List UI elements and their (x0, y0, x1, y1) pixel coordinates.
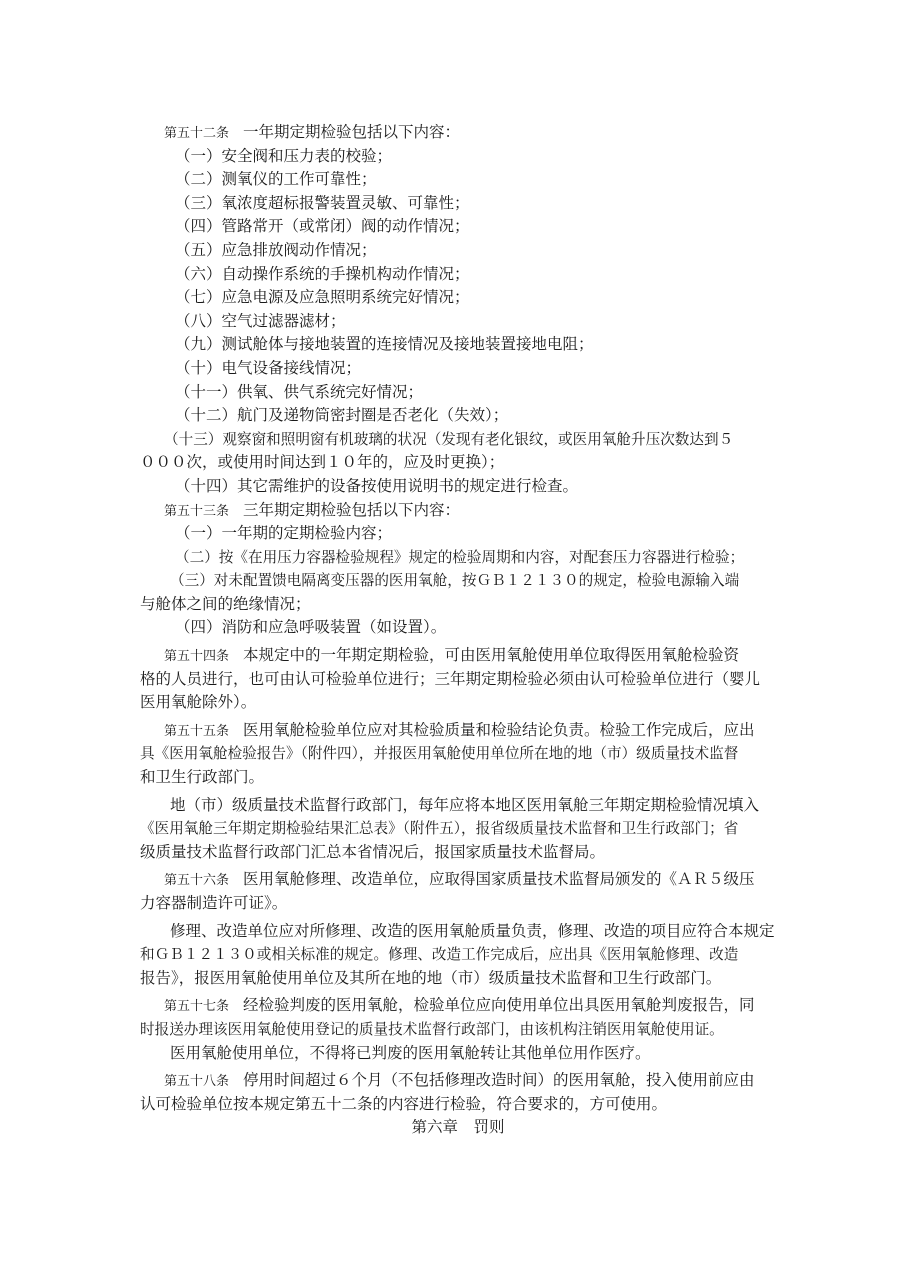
article-text: 停用时间超过６个月（不包括修理改造时间）的医用氧舱，投入使用前应由 (243, 1071, 755, 1090)
list-item: （六）自动操作系统的手操机构动作情况； (175, 264, 470, 283)
article-text: 一年期定期检验包括以下内容： (243, 123, 461, 141)
article-53-heading (140, 499, 776, 523)
article-57-heading (140, 994, 776, 1018)
chapter-heading: 第六章 罚则 (411, 1118, 505, 1137)
list-item: （五）应急排放阀动作情况； (175, 240, 377, 259)
list-item: （十一）供氧、供气系统完好情况； (175, 382, 424, 401)
article-number: 第五十五条 (164, 723, 230, 739)
list-item-3-line-1: （三）对未配置馈电隔离变压器的医用氧舱，按ＧＢ１２１３０的规定，检验电源输入端 (170, 572, 740, 590)
article-57-para-2: 医用氧舱使用单位，不得将已判废的医用氧舱转让其他单位用作医疗。 (170, 1043, 651, 1062)
article-55-heading (140, 719, 776, 743)
list-item: （九）测试舱体与接地装置的连接情况及接地装置接地电阻； (175, 335, 594, 354)
article-58-heading (140, 1069, 776, 1093)
list-item: （二）测氧仪的工作可靠性； (175, 170, 377, 189)
article-number: 第五十二条 (164, 126, 230, 141)
list-item: （四）管路常开（或常闭）阀的动作情况； (175, 217, 470, 236)
list-item: （七）应急电源及应急照明系统完好情况； (175, 288, 470, 307)
list-item: （一）一年期的定期检验内容； (175, 524, 393, 543)
article-56-para-2-line-2: 和ＧＢ１２１３０或相关标准的规定。修理、改造工作完成后，应出具《医用氧舱修理、改造 (140, 946, 739, 964)
article-56-para-2-line-1: 修理、改造单位应对所修理、改造的医用氧舱质量负责，修理、改造的项目应符合本规定 (170, 921, 775, 940)
article-58-line-2: 认可检验单位按本规定第五十二条的内容进行检验，符合要求的，方可使用。 (140, 1094, 668, 1113)
article-text: 医用氧舱检验单位应对其检验质量和检验结论负责。检验工作完成后，应出 (243, 720, 755, 739)
list-item: （一）安全阀和压力表的校验； (175, 146, 393, 165)
article-56-line-2: 力容器制造许可证》。 (140, 894, 288, 912)
article-52-heading (140, 121, 776, 145)
document-body (140, 121, 776, 1140)
list-item: （二）按《在用压力容器检验规程》规定的检验周期和内容，对配套压力容器进行检验； (175, 548, 745, 566)
article-text: 经检验判废的医用氧舱，检验单位应向使用单位出具医用氧舱判废报告，同 (243, 996, 755, 1015)
list-item: （十）电气设备接线情况； (175, 358, 362, 377)
article-55-line-2: 具《医用氧舱检验报告》（附件四），并报医用氧舱使用单位所在地的地（市）级质量技术监督 (140, 745, 739, 763)
article-57-line-2: 时报送办理该医用氧舱使用登记的质量技术监督行政部门，由该机构注销医用氧舱使用证。 (140, 1020, 724, 1038)
article-text: 三年期定期检验包括以下内容： (243, 500, 461, 519)
article-number: 第五十七条 (164, 999, 230, 1015)
list-item-13-line-2: ０００次，或使用时间达到１０年的，应及时更换）； (140, 453, 505, 472)
article-number: 第五十六条 (164, 873, 230, 889)
article-54-line-3: 医用氧舱除外）。 (140, 693, 257, 712)
list-item-3-line-2: 与舱体之间的绝缘情况； (140, 594, 311, 613)
article-number: 第五十三条 (164, 503, 230, 519)
list-item-14: （十四）其它需维护的设备按使用说明书的规定进行检查。 (175, 476, 579, 495)
list-item: （十二）航门及递物筒密封圈是否老化（失效）； (175, 406, 509, 425)
list-item: （四）消防和应急呼吸装置（如设置）。 (175, 618, 447, 637)
article-number: 第五十八条 (164, 1074, 230, 1090)
list-item: （三）氧浓度超标报警装置灵敏、可靠性； (175, 193, 470, 212)
article-54-heading (140, 644, 776, 668)
article-55-para-2-line-3: 级质量技术监督行政部门汇总本省情况后，报国家质量技术监督局。 (140, 842, 606, 861)
article-55-para-2-line-1: 地（市）级质量技术监督行政部门，每年应将本地区医用氧舱三年期定期检验情况填入 (170, 795, 760, 814)
article-56-para-2-line-3: 报告》，报医用氧舱使用单位及其所在地的地（市）级质量技术监督和卫生行政部门。 (140, 968, 722, 987)
list-item: （八）空气过滤器滤材； (175, 311, 346, 330)
article-text: 本规定中的一年期定期检验，可由医用氧舱使用单位取得医用氧舱检验资 (243, 646, 740, 665)
article-text: 医用氧舱修理、改造单位，应取得国家质量技术监督局颁发的《ＡＲ５级压 (243, 870, 755, 889)
article-number: 第五十四条 (164, 649, 230, 665)
article-55-para-2-line-2: 《医用氧舱三年期定期检验结果汇总表》（附件五），报省级质量技术监督和卫生行政部门；省 (140, 820, 739, 838)
article-55-line-3: 和卫生行政部门。 (140, 768, 265, 787)
article-56-heading (140, 868, 776, 892)
list-item-13-line-1: （十三）观察窗和照明窗有机玻璃的状况（发现有老化银纹，或医用氧舱升压次数达到５ (164, 430, 734, 448)
article-54-line-2: 格的人员进行，也可由认可检验单位进行；三年期定期检验必须由认可检验单位进行（婴儿 (140, 669, 761, 688)
